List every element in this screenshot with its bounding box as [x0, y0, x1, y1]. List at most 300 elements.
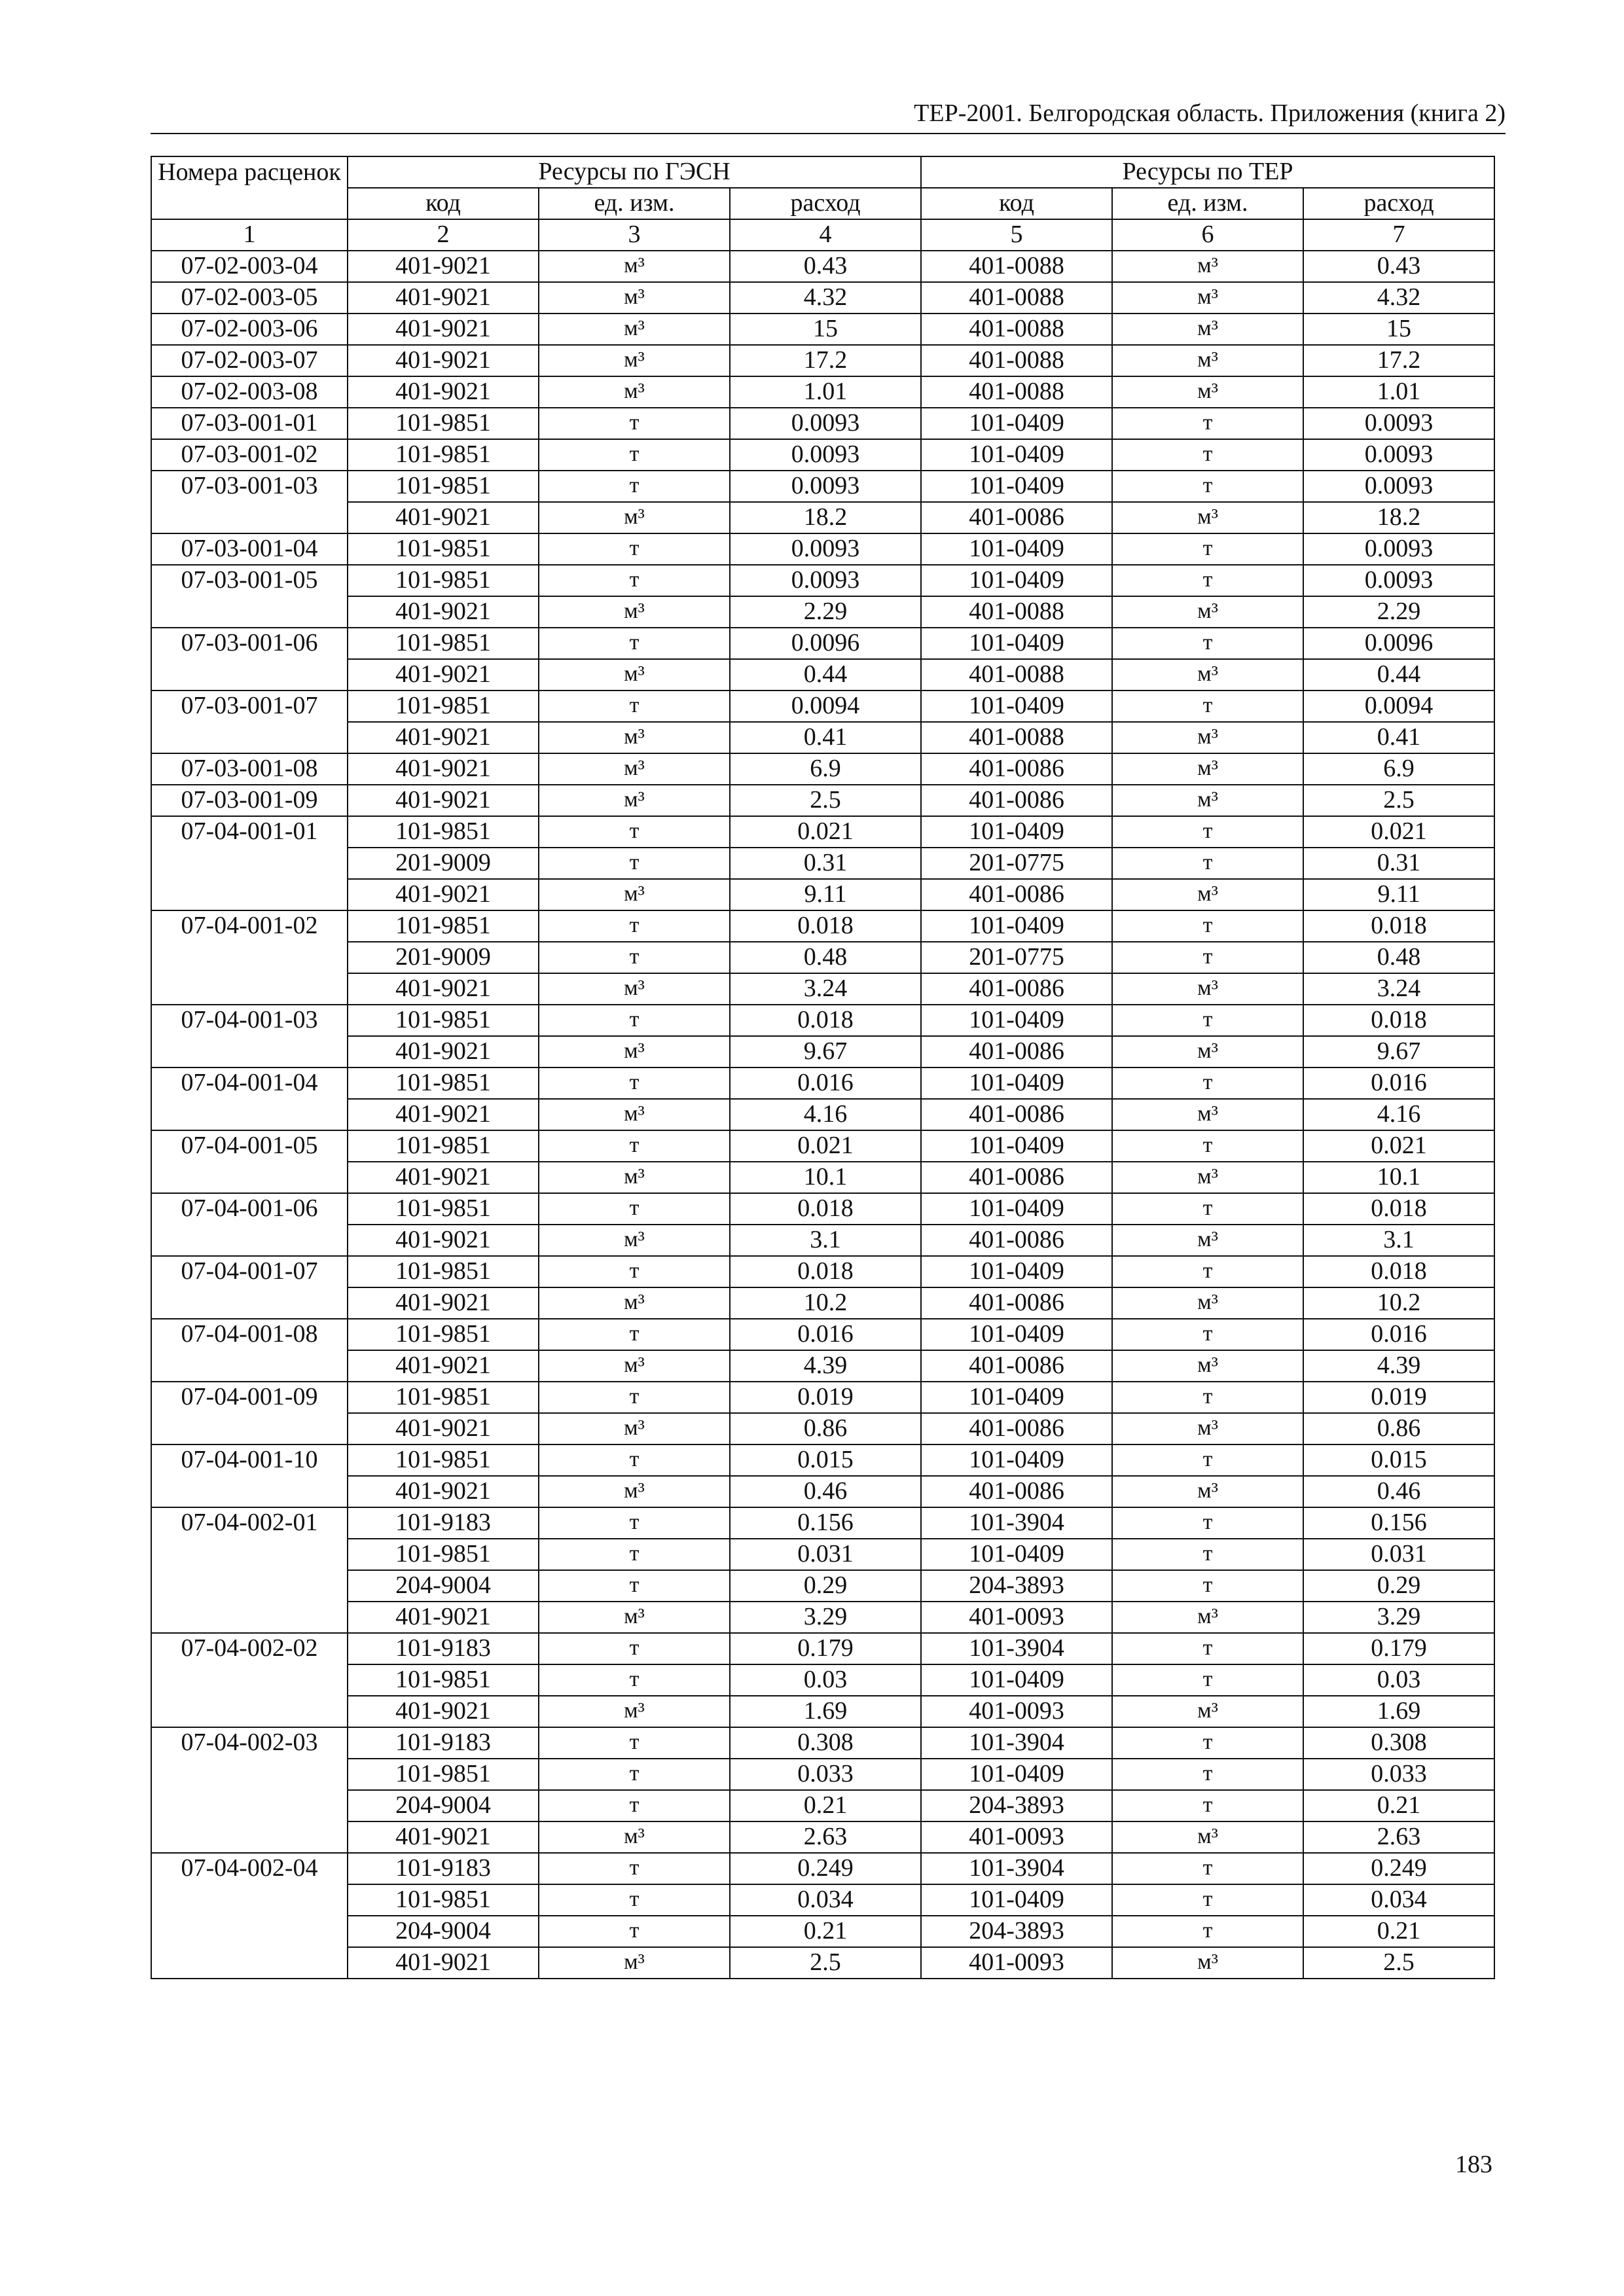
ter-unit-cell: т: [1112, 1444, 1303, 1476]
ter-unit-cell: т: [1112, 1633, 1303, 1664]
ter-code-cell: 101-0409: [921, 1382, 1112, 1413]
ter-consumption-cell: 15: [1303, 314, 1494, 345]
gesn-code-cell: 401-9021: [348, 1476, 539, 1507]
ter-unit-cell: т: [1112, 816, 1303, 848]
running-header: ТЕР-2001. Белгородская область. Приложения (книга 2): [914, 99, 1506, 127]
ter-code-cell: 101-0409: [921, 816, 1112, 848]
ter-unit-cell: т: [1112, 1067, 1303, 1099]
ter-code-cell: 401-0086: [921, 879, 1112, 910]
gesn-code-cell: 101-9851: [348, 1664, 539, 1696]
ter-unit-cell: т: [1112, 1256, 1303, 1287]
ter-code-cell: 101-3904: [921, 1507, 1112, 1539]
rate-number-cell: 07-04-001-09: [151, 1382, 348, 1444]
gesn-code-cell: 401-9021: [348, 502, 539, 533]
col-number: 4: [730, 219, 921, 251]
ter-unit-cell: м³: [1112, 1821, 1303, 1853]
gesn-code-cell: 101-9851: [348, 1067, 539, 1099]
rate-number-cell: 07-04-001-02: [151, 910, 348, 1005]
ter-code-cell: 101-0409: [921, 1256, 1112, 1287]
gesn-consumption-cell: 0.249: [730, 1853, 921, 1884]
gesn-unit-cell: м³: [539, 753, 730, 785]
rate-number-cell: 07-04-002-01: [151, 1507, 348, 1633]
table-row: [151, 1947, 1494, 1979]
gesn-consumption-cell: 0.019: [730, 1382, 921, 1413]
gesn-consumption-cell: 0.0093: [730, 439, 921, 471]
ter-code-cell: 401-0086: [921, 1413, 1112, 1444]
ter-consumption-cell: 0.0093: [1303, 439, 1494, 471]
gesn-unit-cell: м³: [539, 1225, 730, 1256]
table-row: [151, 1476, 1494, 1507]
gesn-consumption-cell: 0.021: [730, 816, 921, 848]
ter-unit-cell: т: [1112, 533, 1303, 565]
ter-consumption-header: расход: [1303, 188, 1494, 219]
ter-consumption-cell: 10.1: [1303, 1162, 1494, 1193]
ter-code-cell: 101-3904: [921, 1727, 1112, 1759]
gesn-code-cell: 101-9851: [348, 565, 539, 596]
table-row: [151, 345, 1494, 376]
ter-consumption-cell: 0.034: [1303, 1884, 1494, 1916]
gesn-consumption-cell: 1.69: [730, 1696, 921, 1727]
ter-unit-cell: м³: [1112, 282, 1303, 314]
ter-consumption-cell: 0.41: [1303, 722, 1494, 753]
gesn-consumption-cell: 0.29: [730, 1570, 921, 1602]
ter-unit-cell: м³: [1112, 879, 1303, 910]
ter-unit-cell: т: [1112, 1539, 1303, 1570]
ter-code-cell: 401-0088: [921, 282, 1112, 314]
gesn-code-cell: 401-9021: [348, 376, 539, 408]
ter-unit-cell: м³: [1112, 722, 1303, 753]
rate-number-cell: 07-04-002-03: [151, 1727, 348, 1853]
table-row: [151, 785, 1494, 816]
ter-consumption-cell: 4.32: [1303, 282, 1494, 314]
ter-consumption-cell: 0.018: [1303, 1256, 1494, 1287]
ter-unit-cell: м³: [1112, 1350, 1303, 1382]
ter-code-cell: 401-0086: [921, 1036, 1112, 1067]
rate-number-cell: 07-04-001-03: [151, 1005, 348, 1067]
gesn-code-cell: 101-9851: [348, 1256, 539, 1287]
ter-unit-cell: т: [1112, 1130, 1303, 1162]
gesn-consumption-cell: 0.0094: [730, 691, 921, 722]
ter-unit-cell: т: [1112, 1853, 1303, 1884]
ter-code-cell: 201-0775: [921, 848, 1112, 879]
ter-code-cell: 401-0086: [921, 1287, 1112, 1319]
gesn-unit-cell: т: [539, 1382, 730, 1413]
gesn-consumption-cell: 0.03: [730, 1664, 921, 1696]
gesn-code-cell: 401-9021: [348, 1099, 539, 1130]
rate-number-cell: 07-02-003-04: [151, 251, 348, 282]
gesn-consumption-cell: 0.018: [730, 910, 921, 942]
gesn-unit-cell: м³: [539, 1602, 730, 1633]
ter-code-cell: 401-0088: [921, 722, 1112, 753]
gesn-consumption-header: расход: [730, 188, 921, 219]
gesn-consumption-cell: 2.5: [730, 785, 921, 816]
ter-code-cell: 101-0409: [921, 439, 1112, 471]
table-row: [151, 659, 1494, 691]
table-row: [151, 691, 1494, 722]
gesn-code-cell: 101-9851: [348, 1130, 539, 1162]
gesn-consumption-cell: 2.63: [730, 1821, 921, 1853]
gesn-unit-cell: м³: [539, 314, 730, 345]
gesn-consumption-cell: 0.21: [730, 1790, 921, 1821]
gesn-consumption-cell: 0.033: [730, 1759, 921, 1790]
ter-code-cell: 204-3893: [921, 1916, 1112, 1947]
ter-consumption-cell: 17.2: [1303, 345, 1494, 376]
table-row: [151, 1602, 1494, 1633]
table-row: [151, 910, 1494, 942]
gesn-unit-header: ед. изм.: [539, 188, 730, 219]
gesn-consumption-cell: 0.0093: [730, 408, 921, 439]
gesn-code-cell: 401-9021: [348, 345, 539, 376]
gesn-unit-cell: т: [539, 1633, 730, 1664]
gesn-unit-cell: м³: [539, 1413, 730, 1444]
ter-consumption-cell: 0.0093: [1303, 533, 1494, 565]
rate-number-cell: 07-04-001-04: [151, 1067, 348, 1130]
ter-unit-cell: т: [1112, 1570, 1303, 1602]
ter-unit-cell: м³: [1112, 785, 1303, 816]
ter-consumption-cell: 3.24: [1303, 973, 1494, 1005]
gesn-unit-cell: м³: [539, 973, 730, 1005]
ter-unit-cell: м³: [1112, 1225, 1303, 1256]
ter-code-cell: 401-0088: [921, 345, 1112, 376]
gesn-unit-cell: м³: [539, 1696, 730, 1727]
gesn-unit-cell: т: [539, 1256, 730, 1287]
table-row: [151, 471, 1494, 502]
gesn-code-cell: 401-9021: [348, 282, 539, 314]
ter-consumption-cell: 0.43: [1303, 251, 1494, 282]
gesn-consumption-cell: 0.48: [730, 942, 921, 973]
gesn-consumption-cell: 0.018: [730, 1005, 921, 1036]
ter-consumption-cell: 4.39: [1303, 1350, 1494, 1382]
rate-number-cell: 07-04-001-06: [151, 1193, 348, 1256]
ter-consumption-cell: 0.0093: [1303, 471, 1494, 502]
gesn-unit-cell: т: [539, 408, 730, 439]
gesn-code-cell: 401-9021: [348, 785, 539, 816]
ter-code-cell: 401-0093: [921, 1821, 1112, 1853]
gesn-unit-cell: т: [539, 1539, 730, 1570]
gesn-unit-cell: м³: [539, 1476, 730, 1507]
gesn-code-cell: 401-9021: [348, 659, 539, 691]
table-row: [151, 1633, 1494, 1664]
ter-code-header: код: [921, 188, 1112, 219]
ter-consumption-cell: 0.29: [1303, 1570, 1494, 1602]
rate-number-cell: 07-04-001-01: [151, 816, 348, 910]
col-number: 5: [921, 219, 1112, 251]
gesn-unit-cell: м³: [539, 1287, 730, 1319]
table-row: [151, 1005, 1494, 1036]
table-row: [151, 1696, 1494, 1727]
table-row: [151, 1287, 1494, 1319]
table-row: [151, 1444, 1494, 1476]
gesn-code-cell: 101-9851: [348, 628, 539, 659]
table-row: [151, 439, 1494, 471]
table-row: [151, 251, 1494, 282]
gesn-code-cell: 401-9021: [348, 251, 539, 282]
table-row: [151, 1130, 1494, 1162]
gesn-code-cell: 401-9021: [348, 1350, 539, 1382]
ter-code-cell: 401-0086: [921, 1476, 1112, 1507]
gesn-unit-cell: м³: [539, 722, 730, 753]
gesn-resources-header: Ресурсы по ГЭСН: [348, 156, 921, 188]
rate-number-cell: 07-03-001-03: [151, 471, 348, 533]
ter-unit-cell: т: [1112, 565, 1303, 596]
gesn-code-cell: 101-9851: [348, 1193, 539, 1225]
rate-number-cell: 07-04-002-02: [151, 1633, 348, 1727]
gesn-code-cell: 204-9004: [348, 1790, 539, 1821]
table-row: [151, 628, 1494, 659]
rate-number-cell: 07-04-001-08: [151, 1319, 348, 1382]
gesn-unit-cell: т: [539, 1067, 730, 1099]
gesn-code-cell: 101-9851: [348, 1539, 539, 1570]
rate-number-cell: 07-03-001-02: [151, 439, 348, 471]
gesn-unit-cell: т: [539, 1884, 730, 1916]
gesn-unit-cell: т: [539, 1444, 730, 1476]
page-number: 183: [1455, 2151, 1492, 2178]
gesn-code-cell: 101-9183: [348, 1727, 539, 1759]
gesn-code-cell: 401-9021: [348, 1225, 539, 1256]
ter-consumption-cell: 3.29: [1303, 1602, 1494, 1633]
ter-consumption-cell: 9.67: [1303, 1036, 1494, 1067]
ter-unit-cell: т: [1112, 471, 1303, 502]
ter-unit-cell: м³: [1112, 251, 1303, 282]
ter-unit-cell: м³: [1112, 1287, 1303, 1319]
ter-code-cell: 101-0409: [921, 1130, 1112, 1162]
header-rule: [151, 133, 1506, 134]
gesn-unit-cell: м³: [539, 1350, 730, 1382]
gesn-unit-cell: т: [539, 1853, 730, 1884]
ter-code-cell: 101-0409: [921, 565, 1112, 596]
ter-code-cell: 101-0409: [921, 628, 1112, 659]
gesn-consumption-cell: 1.01: [730, 376, 921, 408]
ter-consumption-cell: 0.0096: [1303, 628, 1494, 659]
ter-code-cell: 401-0093: [921, 1602, 1112, 1633]
ter-consumption-cell: 0.018: [1303, 1193, 1494, 1225]
gesn-code-cell: 204-9004: [348, 1570, 539, 1602]
gesn-consumption-cell: 0.41: [730, 722, 921, 753]
rate-number-cell: 07-02-003-07: [151, 345, 348, 376]
table-row: [151, 376, 1494, 408]
gesn-consumption-cell: 2.5: [730, 1947, 921, 1979]
gesn-consumption-cell: 0.0096: [730, 628, 921, 659]
col-number: 7: [1303, 219, 1494, 251]
table-row: [151, 1319, 1494, 1350]
rate-numbers-header: Номера расценок: [151, 156, 348, 219]
rate-number-cell: 07-02-003-05: [151, 282, 348, 314]
ter-unit-cell: т: [1112, 1884, 1303, 1916]
ter-code-cell: 401-0088: [921, 251, 1112, 282]
gesn-unit-cell: т: [539, 1570, 730, 1602]
gesn-code-cell: 101-9851: [348, 1444, 539, 1476]
ter-code-cell: 201-0775: [921, 942, 1112, 973]
ter-code-cell: 401-0088: [921, 659, 1112, 691]
ter-code-cell: 101-0409: [921, 1539, 1112, 1570]
gesn-unit-cell: м³: [539, 879, 730, 910]
ter-consumption-cell: 0.156: [1303, 1507, 1494, 1539]
gesn-unit-cell: т: [539, 628, 730, 659]
ter-unit-cell: м³: [1112, 314, 1303, 345]
rate-number-cell: 07-03-001-08: [151, 753, 348, 785]
ter-consumption-cell: 0.44: [1303, 659, 1494, 691]
ter-consumption-cell: 2.63: [1303, 1821, 1494, 1853]
ter-consumption-cell: 0.249: [1303, 1853, 1494, 1884]
ter-consumption-cell: 0.0093: [1303, 565, 1494, 596]
gesn-consumption-cell: 3.29: [730, 1602, 921, 1633]
ter-consumption-cell: 3.1: [1303, 1225, 1494, 1256]
gesn-unit-cell: т: [539, 1727, 730, 1759]
gesn-consumption-cell: 0.44: [730, 659, 921, 691]
ter-unit-cell: м³: [1112, 1162, 1303, 1193]
ter-unit-cell: т: [1112, 628, 1303, 659]
col-number: 6: [1112, 219, 1303, 251]
gesn-code-cell: 101-9851: [348, 439, 539, 471]
gesn-unit-cell: м³: [539, 785, 730, 816]
ter-unit-cell: т: [1112, 1507, 1303, 1539]
ter-code-cell: 401-0088: [921, 314, 1112, 345]
rate-number-cell: 07-03-001-07: [151, 691, 348, 753]
table-row: [151, 722, 1494, 753]
gesn-consumption-cell: 0.179: [730, 1633, 921, 1664]
gesn-code-cell: 101-9851: [348, 1759, 539, 1790]
gesn-unit-cell: м³: [539, 1162, 730, 1193]
ter-consumption-cell: 0.179: [1303, 1633, 1494, 1664]
rate-number-cell: 07-03-001-06: [151, 628, 348, 691]
ter-unit-cell: т: [1112, 1727, 1303, 1759]
ter-consumption-cell: 1.69: [1303, 1696, 1494, 1727]
gesn-code-cell: 401-9021: [348, 1821, 539, 1853]
gesn-code-cell: 401-9021: [348, 879, 539, 910]
rate-number-cell: 07-03-001-04: [151, 533, 348, 565]
gesn-consumption-cell: 0.21: [730, 1916, 921, 1947]
gesn-unit-cell: м³: [539, 1821, 730, 1853]
gesn-consumption-cell: 0.0093: [730, 565, 921, 596]
ter-consumption-cell: 0.21: [1303, 1790, 1494, 1821]
ter-unit-header: ед. изм.: [1112, 188, 1303, 219]
gesn-consumption-cell: 4.32: [730, 282, 921, 314]
gesn-unit-cell: т: [539, 1319, 730, 1350]
ter-code-cell: 204-3893: [921, 1790, 1112, 1821]
table-row: [151, 1382, 1494, 1413]
gesn-consumption-cell: 0.018: [730, 1256, 921, 1287]
gesn-code-cell: 401-9021: [348, 1602, 539, 1633]
table-row: [151, 1413, 1494, 1444]
ter-code-cell: 101-0409: [921, 471, 1112, 502]
gesn-code-cell: 401-9021: [348, 1696, 539, 1727]
resources-table: [151, 156, 1495, 1979]
ter-consumption-cell: 0.21: [1303, 1916, 1494, 1947]
ter-consumption-cell: 0.0093: [1303, 408, 1494, 439]
gesn-unit-cell: т: [539, 533, 730, 565]
gesn-unit-cell: т: [539, 1759, 730, 1790]
ter-code-cell: 101-0409: [921, 408, 1112, 439]
gesn-consumption-cell: 0.156: [730, 1507, 921, 1539]
ter-unit-cell: м³: [1112, 973, 1303, 1005]
table-row: [151, 1067, 1494, 1099]
table-row: [151, 942, 1494, 973]
gesn-code-cell: 201-9009: [348, 942, 539, 973]
ter-code-cell: 401-0086: [921, 1162, 1112, 1193]
ter-unit-cell: м³: [1112, 1413, 1303, 1444]
ter-code-cell: 401-0093: [921, 1696, 1112, 1727]
table-row: [151, 1350, 1494, 1382]
table-row: [151, 816, 1494, 848]
gesn-unit-cell: м³: [539, 502, 730, 533]
gesn-code-cell: 101-9851: [348, 1319, 539, 1350]
gesn-consumption-cell: 9.67: [730, 1036, 921, 1067]
gesn-unit-cell: м³: [539, 1036, 730, 1067]
gesn-consumption-cell: 0.016: [730, 1067, 921, 1099]
gesn-consumption-cell: 2.29: [730, 596, 921, 628]
gesn-code-cell: 101-9183: [348, 1853, 539, 1884]
gesn-code-cell: 101-9183: [348, 1633, 539, 1664]
gesn-consumption-cell: 0.0093: [730, 471, 921, 502]
ter-consumption-cell: 0.019: [1303, 1382, 1494, 1413]
ter-consumption-cell: 2.5: [1303, 785, 1494, 816]
ter-code-cell: 101-0409: [921, 1005, 1112, 1036]
table-row: [151, 533, 1494, 565]
ter-unit-cell: т: [1112, 910, 1303, 942]
ter-consumption-cell: 0.308: [1303, 1727, 1494, 1759]
gesn-consumption-cell: 10.2: [730, 1287, 921, 1319]
rate-number-cell: 07-04-002-04: [151, 1853, 348, 1979]
col-number: 2: [348, 219, 539, 251]
gesn-code-cell: 101-9851: [348, 1382, 539, 1413]
ter-code-cell: 401-0093: [921, 1947, 1112, 1979]
ter-consumption-cell: 0.033: [1303, 1759, 1494, 1790]
ter-unit-cell: т: [1112, 1790, 1303, 1821]
col-number: 3: [539, 219, 730, 251]
ter-code-cell: 101-0409: [921, 691, 1112, 722]
gesn-code-cell: 401-9021: [348, 1036, 539, 1067]
ter-consumption-cell: 0.018: [1303, 1005, 1494, 1036]
table-row: [151, 1884, 1494, 1916]
ter-unit-cell: т: [1112, 691, 1303, 722]
ter-unit-cell: т: [1112, 439, 1303, 471]
ter-code-cell: 101-0409: [921, 533, 1112, 565]
ter-consumption-cell: 4.16: [1303, 1099, 1494, 1130]
gesn-unit-cell: м³: [539, 282, 730, 314]
table-row: [151, 1790, 1494, 1821]
gesn-consumption-cell: 0.308: [730, 1727, 921, 1759]
gesn-code-cell: 401-9021: [348, 722, 539, 753]
gesn-code-cell: 401-9021: [348, 1413, 539, 1444]
ter-unit-cell: м³: [1112, 1696, 1303, 1727]
rate-number-cell: 07-04-001-10: [151, 1444, 348, 1507]
table-row: [151, 1256, 1494, 1287]
gesn-code-cell: 101-9183: [348, 1507, 539, 1539]
gesn-consumption-cell: 0.031: [730, 1539, 921, 1570]
ter-code-cell: 101-0409: [921, 1664, 1112, 1696]
ter-code-cell: 401-0088: [921, 376, 1112, 408]
gesn-code-cell: 401-9021: [348, 1287, 539, 1319]
ter-consumption-cell: 2.5: [1303, 1947, 1494, 1979]
ter-code-cell: 101-0409: [921, 1759, 1112, 1790]
gesn-code-cell: 201-9009: [348, 848, 539, 879]
gesn-consumption-cell: 3.24: [730, 973, 921, 1005]
ter-unit-cell: м³: [1112, 502, 1303, 533]
table-row: [151, 502, 1494, 533]
ter-code-cell: 101-3904: [921, 1853, 1112, 1884]
ter-unit-cell: т: [1112, 1005, 1303, 1036]
table-row: [151, 565, 1494, 596]
ter-code-cell: 401-0086: [921, 973, 1112, 1005]
ter-consumption-cell: 0.03: [1303, 1664, 1494, 1696]
table-row: [151, 1821, 1494, 1853]
ter-unit-cell: т: [1112, 1916, 1303, 1947]
ter-consumption-cell: 0.015: [1303, 1444, 1494, 1476]
gesn-unit-cell: т: [539, 1130, 730, 1162]
ter-consumption-cell: 6.9: [1303, 753, 1494, 785]
gesn-consumption-cell: 0.46: [730, 1476, 921, 1507]
table-row: [151, 753, 1494, 785]
